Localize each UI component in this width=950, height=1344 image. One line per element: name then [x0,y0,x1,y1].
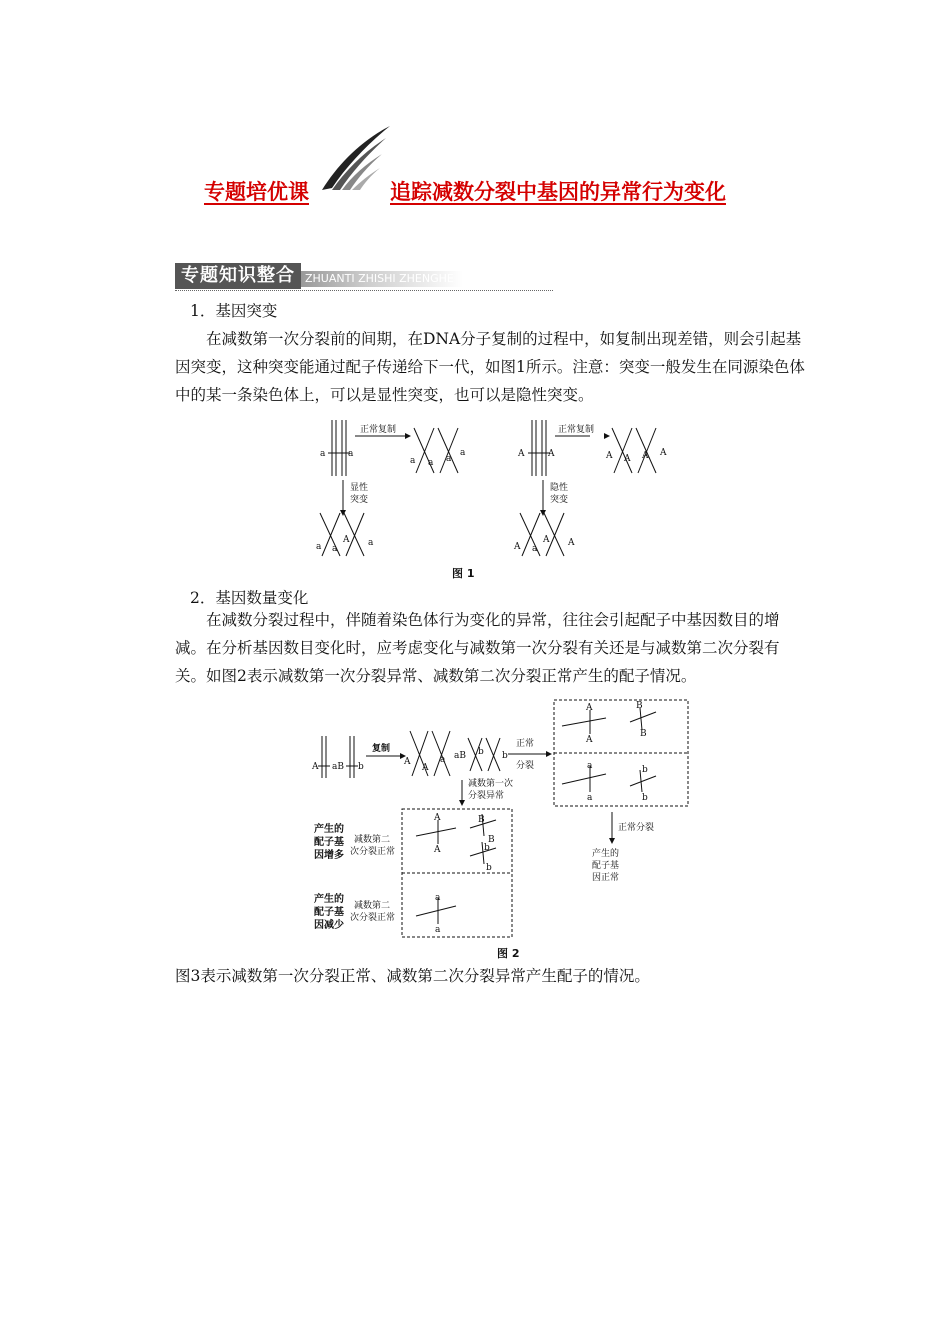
section-title: 专题知识整合 [175,263,301,289]
fig2-normal-div-2: 分裂 [516,761,535,771]
fig1-gene-a-left: a [320,449,326,459]
fig2-box1-B-top: B [636,701,643,711]
fig1-gene-A-m1: A [514,542,521,552]
fig1-right-pair [528,420,550,476]
fig1-gene-a-m2r: a [532,544,538,554]
fig1-gene-a-m4: a [368,538,374,548]
section-divider [175,290,553,291]
fig2-mii-normal-1: 减数第二 [354,835,391,845]
fig2-gene-A-2: A [422,763,429,773]
title-part2: 追踪减数分裂中基因的异常行为变化 [390,180,726,204]
fig2-normal-div2: 正常分裂 [618,823,655,833]
fig2-gamete-inc-1: 产生的 [314,824,344,835]
title-part1: 专题培优课 [204,180,309,204]
fig2-dec-a-top: a [435,893,441,903]
fig2-dec-a-bot: a [435,925,441,935]
fig1-gene-A-rr1: A [606,451,613,461]
fig2-mii-normal-2: 次分裂正常 [350,847,396,857]
fig1-label-normal-copy-left: 正常复制 [360,425,397,435]
fig2-gamete-dec-1: 产生的 [314,894,344,905]
fig2-gamete-dec-3: 因减少 [314,920,344,931]
fig2-box2-b-bot: b [642,793,648,803]
fig2-gamete-normal-3: 因正常 [592,873,620,883]
fig1-dominant-1: 显性 [350,483,369,493]
fig2-gamete-inc-2: 配子基 [314,837,344,848]
fig1-recessive-1: 隐性 [550,483,569,493]
fig1-gene-A-m3: A [343,535,350,545]
fig2-box1-A-top: A [586,703,593,713]
fig2-inc-b-top: b [484,843,490,853]
figure-2-caption: 图 2 [497,947,520,960]
fig2-gamete-normal-2: 配子基 [592,861,620,871]
fig1-gene-A-left: A [518,449,525,459]
fig2-normal-div-1: 正常 [516,739,535,749]
fig2-mi-abnormal-1: 减数第一次 [468,779,514,789]
fig2-label-aB-2: aB [454,751,466,761]
fig2-label-copy: 复制 [372,744,391,754]
fig2-mi-abnormal-2: 分裂异常 [468,791,505,801]
fig2-label-aB: aB [332,762,344,772]
fig1-left-replicated [414,428,458,473]
fig2-box1-B-bot: B [640,729,647,739]
figure-1-right [606,418,690,488]
fig2-inc-A-top: A [434,813,441,823]
fig2-inc-B-top: B [478,815,485,825]
fig2-gene-A-1: A [404,757,411,767]
fig1-gene-a-m2: a [332,544,338,554]
fig1-gene-a-r4: a [460,448,466,458]
fig1-gene-A-m3r: A [543,535,550,545]
fig2-mii-normal-4: 次分裂正常 [350,913,396,923]
fig2-gene-A-0: A [312,762,319,772]
fig1-right-mutated [520,513,564,556]
paragraph-gene-mutation: 在减数第一次分裂前的间期，在DNA分子复制的过程中，如复制出现差错，则会引起基因突变，这种突变能通过配子传递给下一代，如图1所示。注意：突变一般发生在同源染色体中的某一条染色体上，可以是显性突变，也可以是隐性突变。 [175,330,805,404]
fig1-gene-a-r1: a [410,456,416,466]
fig2-gamete-inc-3: 因增多 [314,850,344,861]
fig1-gene-A-rr4: A [660,448,667,458]
fig2-gene-b-2: b [502,751,508,761]
fig2-inc-b-bot: b [486,863,492,873]
fig2-mii-normal-3: 减数第二 [354,901,391,911]
heading-gene-count-change: 2．基因数量变化 [190,589,309,607]
fig2-gene-b-0: b [358,762,364,772]
fig1-left-pair [328,420,350,476]
fig1-gene-a-left2: a [348,449,354,459]
fig1-gene-A-rr3: A [642,451,649,461]
fig2-gene-b-1: b [478,747,484,757]
fig1-label-normal-copy-right: 正常复制 [558,425,595,435]
fig1-gene-a-m1: a [316,542,322,552]
fig1-dominant-2: 突变 [350,495,369,505]
fig2-box2-a-bot: a [587,793,593,803]
fig2-box1-A-bot: A [586,735,593,745]
fig1-gene-A-left2: A [548,449,555,459]
fig1-gene-A-m4r: A [568,538,575,548]
title-swoosh-decoration [318,124,394,194]
fig1-left-mutated [320,513,364,556]
figure-1 [310,418,595,568]
fig1-recessive-2: 突变 [550,495,569,505]
figure-1-caption: 图 1 [452,567,475,580]
section-banner [175,263,463,289]
paragraph-figure-3: 图3表示减数第一次分裂正常、减数第二次分裂异常产生配子的情况。 [175,967,650,985]
fig2-gamete-normal-1: 产生的 [592,849,620,859]
fig2-box2-a-top: a [587,761,593,771]
fig2-inc-A-bot: A [434,845,441,855]
fig1-gene-a-r2: a [428,458,434,468]
fig2-gene-a-1: a [440,755,446,765]
section-pinyin: ZHUANTI ZHISHI ZHENGHE [301,271,463,287]
heading-gene-mutation: 1．基因突变 [190,302,278,320]
fig1-gene-A-rr2: A [624,454,631,464]
paragraph-gene-count-change: 在减数分裂过程中，伴随着染色体行为变化的异常，往往会引起配子中基因数目的增减。在分析基因数目变化时，应考虑变化与减数第一次分裂有关还是与减数第二次分裂有关。如图2表示减数第一次分裂异常、减数第二次分裂正常产生的配子情况。 [175,611,780,685]
fig2-gamete-dec-2: 配子基 [314,907,344,918]
fig1-gene-a-r3: a [446,454,452,464]
fig2-inc-B-bot: B [488,835,495,845]
fig2-box2-b-top: b [642,765,648,775]
figure-2 [310,696,690,942]
